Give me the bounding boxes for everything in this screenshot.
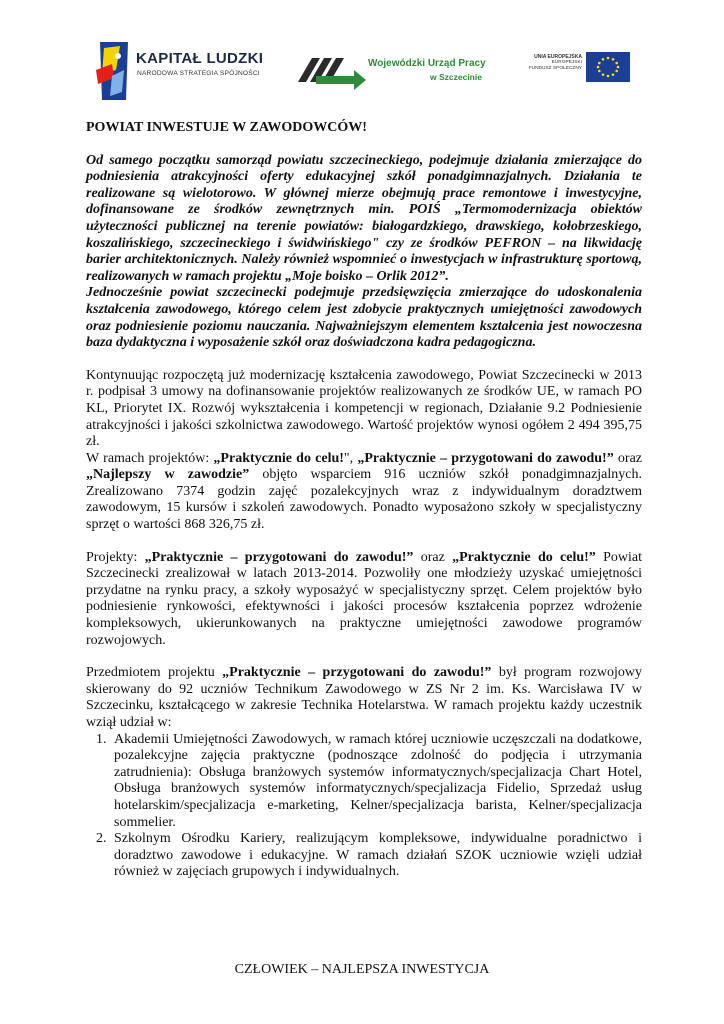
lead-paragraph-1: Od samego początku samorząd powiatu szczecineckiego, podejmuje działania zmierzające do podniesienia atrakcyjności oferty edukacyjnej szkół ponadgimnazjalnych. Działania te realizowane są wielotorowo. W głównej mierze obejmują prace remontowe i inwestycyjne, dofinansowane ze środków zewnętrznych min. POIŚ „Termomodernizacja obiektów użyteczności publicznej na terenie powiatów: białogardzkiego, drawskiego, kołobrzeskiego, koszalińskiego, szczecineckiego i świdwińskiego" czy ze środków PEFRON – na likwidację barier architektonicznych. Należy również wspomnieć o inwestycjach w infrastrukturę sportową, realizowanych w ramach projektu „Moje boisko – Orlik 2012”. (86, 152, 642, 284)
eu-logo (514, 48, 634, 92)
p4-text-1: Przedmiotem projektu (86, 665, 223, 681)
kapital-ludzki-subtitle: NARODOWA STRATEGIA SPÓJNOŚCI (137, 70, 260, 77)
paragraph-1: Kontynuując rozpoczętą już modernizację kształcenia zawodowego, Powiat Szczecinecki w 2013 r. podpisał 3 umowy na dofinansowanie projektów realizowanych ze środków UE, w ramach PO KL, Priorytet IX. Rozwój wykształcenia i kompetencji w regionach, Działanie 9.2 Podniesienie atrakcyjności i jakości szkolnictwa zawodowego. Wartość projektów wynosi ogółem 2 494 395,75 zł. (86, 367, 642, 450)
p3-project-2: „Praktycznie do celu!” (452, 549, 596, 565)
footer-slogan: CZŁOWIEK – NAJLEPSZA INWESTYCJA (234, 962, 490, 977)
p2-project-1: „Praktycznie do celu! (213, 450, 344, 466)
p3-text-1: Projekty: (86, 549, 145, 565)
p2-project-3: „Najlepszy w zawodzie” (86, 467, 250, 483)
p2-project-2: „Praktycznie – przygotowani do zawodu!” (357, 450, 614, 466)
eu-flag-icon (586, 52, 630, 82)
p3-text-2: oraz (413, 549, 453, 565)
kapital-ludzki-emblem-icon (90, 40, 134, 102)
eu-line-1: UNIA EUROPEJSKA (534, 54, 582, 60)
document-title: POWIAT INWESTUJE W ZAWODOWCÓW! (86, 120, 367, 135)
p2-text-3: oraz (613, 450, 642, 466)
wup-logo (296, 50, 496, 96)
kapital-ludzki-title: KAPITAŁ LUDZKI (136, 50, 264, 67)
list-item: 2. Szkolnym Ośrodku Kariery, realizującym kompleksowe, indywidualne poradnictwo i doradztwo zawodowe i edukacyjne. W ramach działań SZOK uczniowie wzięli udział również w zajęciach grupowych i indywidualnych. (110, 831, 642, 881)
p3-text-3: Powiat Szczecinecki zrealizował w latach 2013-2014. Pozwoliły one młodzieży uzyskać umiejętności przydatne na rynku pracy, a szkoły wyposażyć w specjalistyczny sprzęt. Celem projektów było podniesienie rynkowości, efektywności i jakości procesów kształcenia poprzez wdrożenie kompleksowych, ukierunkowanych na praktyczne umiejętności zawodowe programów rozwojowych. (86, 549, 643, 648)
p2-text-1: W ramach projektów: (86, 450, 214, 466)
paragraph-3 (86, 550, 642, 650)
p4-project-1: „Praktycznie – przygotowani do zawodu!” (222, 665, 492, 681)
logo-header (0, 38, 724, 108)
document-body (86, 120, 642, 881)
p3-project-1: „Praktycznie – przygotowani do zawodu!” (144, 549, 414, 565)
p4-text-2: był program rozwojowy skierowany do 92 uczniów Technikum Zawodowego w ZS Nr 2 im. Ks. Warcisława IV w Szczecinku, kształcącego w zakresie Technika Hotelarstwa. W ramach projektu każdy uczestnik wziął udział w: (86, 665, 642, 730)
wup-emblem-icon (296, 52, 368, 92)
eu-line-2: EUROPEJSKI (551, 60, 582, 66)
lead-paragraph-2: Jednocześnie powiat szczecinecki podejmuje przedsięwzięcia zmierzające do udoskonalenia kształcenia zawodowego, którego celem jest zdobycie praktycznych umiejętności zawodowych oraz podniesienie poziomu nauczania. Najważniejszym elementem kształcenia jest nowoczesna baza dydaktyczna i wyposażenie szkół oraz doświadczona kadra pedagogiczna. (86, 285, 642, 351)
eu-line-3: FUNDUSZ SPOŁECZNY (528, 66, 582, 72)
paragraph-2 (86, 451, 642, 534)
wup-title: Wojewódzki Urząd Pracy (368, 58, 486, 69)
kapital-ludzki-logo (90, 40, 275, 104)
eu-text (518, 54, 582, 73)
list-item: 1. Akademii Umiejętności Zawodowych, w ramach której uczniowie uczęszczali na dodatkowe, pozalekcyjne zajęcia praktyczne (podnoszące zdolność do podjęcia i utrzymania zatrudnienia): Obsługa branżowych systemów informatycznych/specjalizacja Chart Hotel, Obsługa branżowych systemów informatycznych/specjalizacja Fidelio, Sprzedaż usług hotelarskim/specjalizacja e-marketing, Kelner/specjalizacja barista, Kelner/specjalizacja sommelier. (110, 732, 642, 832)
p2-text-2: ", (343, 450, 358, 466)
p2-text-4: objęto wsparciem 916 uczniów szkół ponadgimnazjalnych. Zrealizowano 7374 godzin zajęć pozalekcyjnych wraz z indywidualnym doradztwem zawodowym, 15 kursów i szkoleń zawodowych. Ponadto wyposażono szkoły w specjalistyczny sprzęt o wartości 868 326,75 zł. (86, 467, 642, 533)
wup-subtitle: w Szczecinie (430, 72, 482, 82)
paragraph-4 (86, 665, 642, 731)
participation-list (86, 732, 642, 881)
